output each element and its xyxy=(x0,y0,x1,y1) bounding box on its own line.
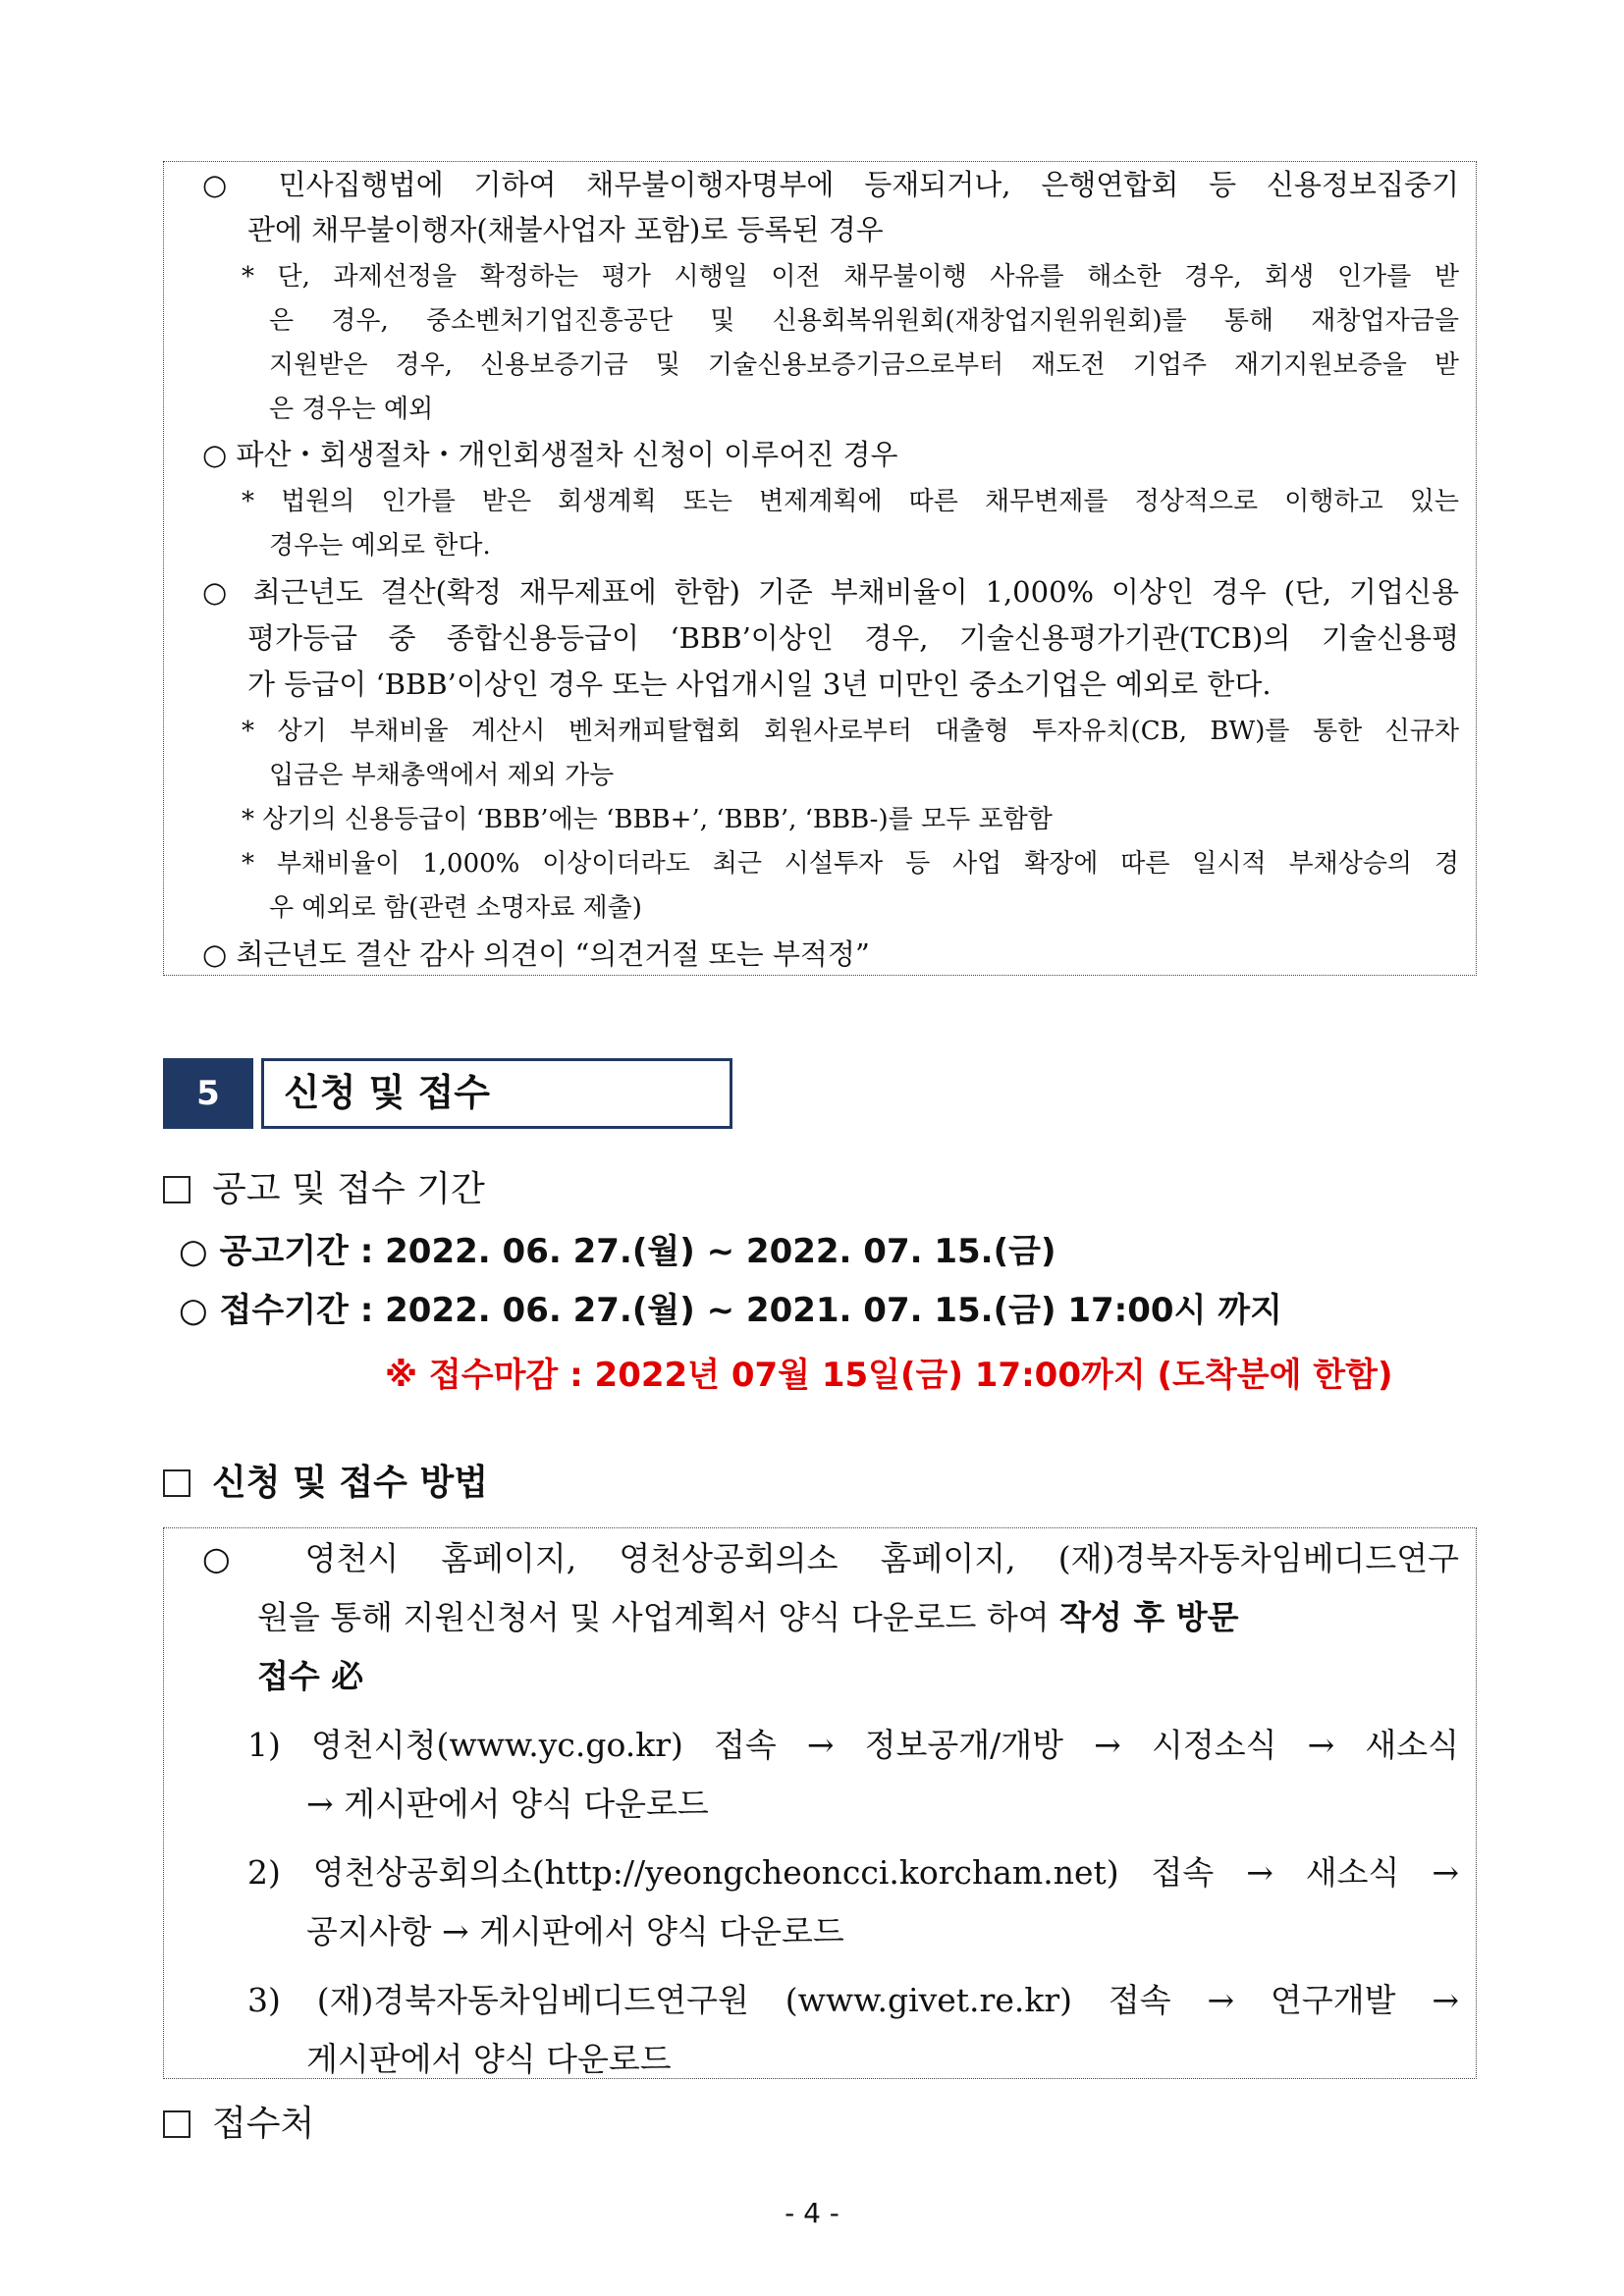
method-heading xyxy=(163,1460,488,1507)
criteria-note: 경우는 예외로 한다. xyxy=(269,531,491,561)
period-heading-text: 공고 및 접수 기간 xyxy=(212,1169,485,1209)
reception-heading-text: 접수처 xyxy=(212,2104,315,2144)
method-step-3: 3) (재)경북자동차임베디드연구원 (www.givet.re.kr) 접속 → 연구개발 → xyxy=(247,1981,1459,2019)
criteria-line: ○ 최근년도 결산(확정 재무제표에 한함) 기준 부채비율이 1,000% 이상인 경우 (단, 기업신용 xyxy=(202,575,1459,609)
method-step-3-cont: 게시판에서 양식 다운로드 xyxy=(306,2040,672,2078)
criteria-line: 가 등급이 ‘BBB’이상인 경우 또는 사업개시일 3년 미만인 중소기업은 예외로 한다. xyxy=(247,667,1272,701)
criteria-line: ○ 최근년도 결산 감사 의견이 “의견거절 또는 부적정” xyxy=(202,937,870,971)
receive-period: ○ 접수기간 : 2022. 06. 27.(월) ~ 2021. 07. 15.(금) 17:00시 까지 xyxy=(179,1291,1282,1330)
criteria-note: * 부채비율이 1,000% 이상이더라도 최근 시설투자 등 사업 확장에 따른 일시적 부채상승의 경 xyxy=(242,849,1459,879)
method-heading-text: 신청 및 접수 방법 xyxy=(212,1463,489,1503)
method-step-2-cont: 공지사항 → 게시판에서 양식 다운로드 xyxy=(306,1912,844,1950)
criteria-note: * 상기의 신용등급이 ‘BBB’에는 ‘BBB+’, ‘BBB’, ‘BBB-)를 모두 포함함 xyxy=(242,805,1053,834)
section-title: 신청 및 접수 xyxy=(261,1058,732,1129)
period-heading xyxy=(163,1166,485,1213)
deadline-notice: ※ 접수마감 : 2022년 07월 15일(금) 17:00까지 (도착분에 한함) xyxy=(385,1356,1393,1395)
criteria-note: * 단, 과제선정을 확정하는 평가 시행일 이전 채무불이행 사유를 해소한 경우, 회생 인가를 받 xyxy=(242,262,1459,292)
method-intro-text: 원을 통해 지원신청서 및 사업계획서 양식 다운로드 하여 xyxy=(257,1598,1060,1636)
criteria-note: 은 경우는 예외 xyxy=(269,395,434,424)
criteria-line: ○ 민사집행법에 기하여 채무불이행자명부에 등재되거나, 은행연합회 등 신용정보집중기 xyxy=(202,168,1459,201)
criteria-note: 지원받은 경우, 신용보증기금 및 기술신용보증기금으로부터 재도전 기업주 재기지원보증을 받 xyxy=(269,350,1459,380)
method-step-1: 1) 영천시청(www.yc.go.kr) 접속 → 정보공개/개방 → 시정소식 → 새소식 xyxy=(247,1726,1459,1764)
method-intro xyxy=(257,1586,1239,1649)
checkbox-square-icon xyxy=(163,2110,190,2138)
criteria-note: 은 경우, 중소벤처기업진흥공단 및 신용회복위원회(재창업지원위원회)를 통해 재창업자금을 xyxy=(269,306,1459,336)
criteria-note: 우 예외로 함(관련 소명자료 제출) xyxy=(269,893,642,923)
reception-heading xyxy=(163,2101,314,2148)
page-number: - 4 - xyxy=(785,2197,839,2229)
checkbox-square-icon xyxy=(163,1176,190,1203)
method-intro-emphasis: 작성 후 방문 xyxy=(1059,1598,1239,1636)
criteria-note: * 법원의 인가를 받은 회생계획 또는 변제계획에 따른 채무변제를 정상적으로 이행하고 있는 xyxy=(242,487,1459,516)
method-intro: ○ 영천시 홈페이지, 영천상공회의소 홈페이지, (재)경북자동차임베디드연구 xyxy=(202,1539,1459,1577)
criteria-note: 입금은 부채총액에서 제외 가능 xyxy=(269,761,615,790)
method-step-2: 2) 영천상공회의소(http://yeongcheoncci.korcham.net) 접속 → 새소식 → xyxy=(247,1853,1459,1892)
method-step-1-cont: → 게시판에서 양식 다운로드 xyxy=(306,1785,709,1823)
criteria-line: 평가등급 중 종합신용등급이 ‘BBB’이상인 경우, 기술신용평가기관(TCB)의 기술신용평 xyxy=(247,621,1459,655)
announce-period: ○ 공고기간 : 2022. 06. 27.(월) ~ 2022. 07. 15.(금) xyxy=(179,1232,1056,1271)
checkbox-square-icon xyxy=(163,1469,190,1497)
section-number: 5 xyxy=(163,1058,253,1129)
criteria-line: ○ 파산・회생절차・개인회생절차 신청이 이루어진 경우 xyxy=(202,438,898,471)
method-intro: 접수 必 xyxy=(257,1657,364,1695)
criteria-line: 관에 채무불이행자(채불사업자 포함)로 등록된 경우 xyxy=(247,213,884,246)
criteria-note: * 상기 부채비율 계산시 벤처캐피탈협회 회원사로부터 대출형 투자유치(CB, BW)를 통한 신규차 xyxy=(242,717,1459,746)
